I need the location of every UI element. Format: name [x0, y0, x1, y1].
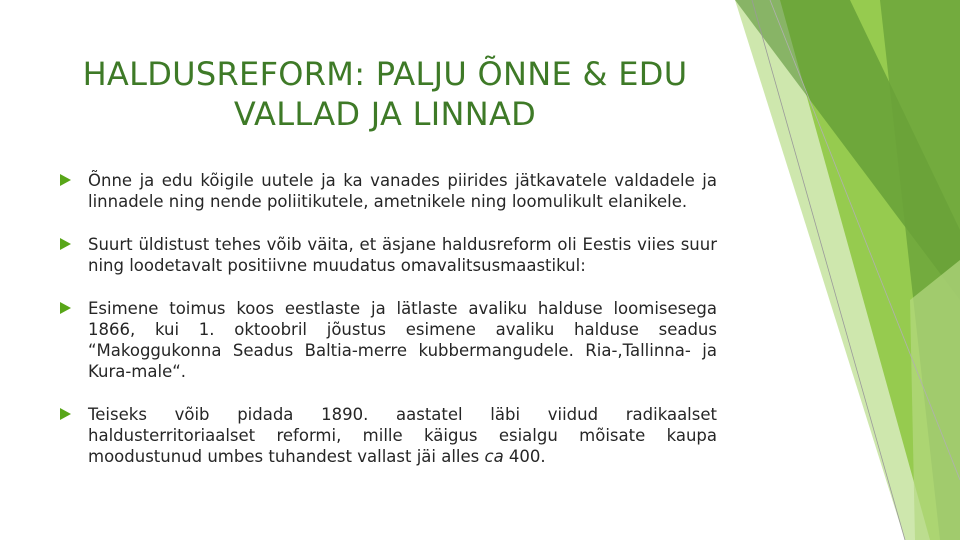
- bullet-list: [60, 170, 717, 489]
- bullet-arrow-icon: [60, 174, 71, 186]
- bullet-text: Õnne ja edu kõigile uutele ja ka vanades piirides jätkavatele valdadele ja linnadele ning nende poliitikutele, ametnikele ning loomulikult elanikele.: [88, 171, 717, 211]
- bullet-text: Esimene toimus koos eestlaste ja lätlaste avaliku halduse loomisesega 1866, kui 1. oktoobril jõustus esimene avaliku halduse seadus “Makoggukonna Seadus Baltia-merre kubbermangudele. Ria-,Tallinna- ja Kura-male“.: [88, 299, 717, 381]
- bullet-item-3: [60, 298, 717, 382]
- slide-title-line1: HALDUSREFORM: PALJU ÕNNE & EDU: [82, 55, 688, 93]
- bullet-item-1: [60, 170, 717, 212]
- bullet-arrow-icon: [60, 238, 71, 250]
- bullet-text: Suurt üldistust tehes võib väita, et äsjane haldusreform oli Eestis viies suur ning loodetavalt positiivne muudatus omavalitsusmaastikul:: [88, 235, 717, 275]
- bullet-text-before: Teiseks võib pidada 1890. aastatel läbi viidud radikaalset haldusterritoriaalset reformi, mille käigus esialgu mõisate kaupa moodustunud umbes tuhandest vallast jäi alles: [88, 405, 717, 466]
- bullet-item-4: [60, 404, 717, 467]
- decor-shape-bottom: [910, 260, 960, 540]
- bullet-text: [88, 405, 717, 466]
- slide-title-line2: VALLAD JA LINNAD: [233, 95, 537, 133]
- bullet-arrow-icon: [60, 302, 71, 314]
- slide-title: [40, 54, 730, 134]
- bullet-text-italic: ca: [484, 447, 504, 466]
- bullet-text-after: 400.: [503, 447, 546, 466]
- bullet-arrow-icon: [60, 408, 71, 420]
- bullet-item-2: [60, 234, 717, 276]
